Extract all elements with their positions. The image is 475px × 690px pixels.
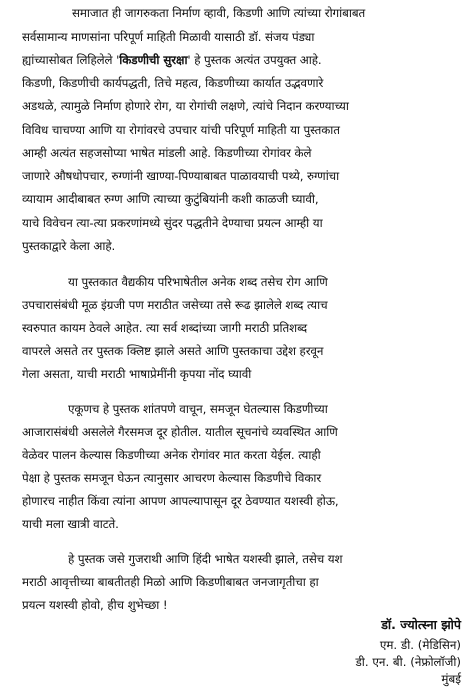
paragraph-line: वापरले असते तर पुस्तक क्लिष्ट झाले असते आणि पुस्तकाचा उद्देश हरवून <box>22 344 324 358</box>
paragraph-line: स्वरुपात कायम ठेवले आहेत. त्या सर्व शब्दांच्या जागी मराठी प्रतिशब्द <box>22 321 308 335</box>
paragraph-line: गेला असता, याची मराठी भाषाप्रेमींनी कृपया नोंद घ्यावी <box>22 367 252 381</box>
paragraph-line: याचे विवेचन त्या-त्या प्रकरणांमध्ये सुंदर पद्धतीने देण्याचा प्रयत्न आम्ही या <box>22 216 323 230</box>
paragraph-line: सर्वसामान्य माणसांना परिपूर्ण माहिती मिळावी यासाठी डॉ. संजय पंड्या <box>22 30 315 44</box>
paragraph-line: आजारासंबंधी असलेले गैरसमज दूर होतील. यातील सूचनांचे व्यवस्थित आणि <box>22 425 338 439</box>
paragraph-line: ह्यांच्यासोबत लिहिलेले 'किडणीची सुरक्षा' हे पुस्तक अत्यंत उपयुक्त आहे. <box>22 53 322 67</box>
paragraph-line: हे पुस्तक जसे गुजराथी आणि हिंदी भाषेत यशस्वी झाले, तसेच यश <box>68 552 343 566</box>
book-title: किडणीची सुरक्षा <box>119 53 188 67</box>
paragraph-line: समाजात ही जागरुकता निर्माण व्हावी, किडणी आणि त्यांच्या रोगांबाबत <box>72 6 366 20</box>
paragraph-line: होणारच नाहीत किंवा त्यांना आपण आपल्यापासून दूर ठेवण्यात यशस्वी होऊ, <box>22 494 339 508</box>
paragraph-line: पेक्षा हे पुस्तक समजून घेऊन त्यानुसार आचरण केल्यास किडणीचे विकार <box>22 471 322 485</box>
paragraph-line: किडणी, किडणीची कार्यपद्धती, तिचे महत्व, किडणीच्या कार्यात उद्भवणारे <box>22 76 324 90</box>
paragraph-line: वेळेवर पालन केल्यास किडणीच्या अनेक रोगांवर मात करता येईल. त्याही <box>22 448 321 462</box>
paragraph-line: अडथळे, त्यामुळे निर्माण होणारे रोग, या रोगांची लक्षणे, त्यांचे निदान करण्याच्या <box>22 99 349 113</box>
paragraph-line: प्रयत्न यशस्वी होवो, हीच शुभेच्छा ! <box>22 598 168 612</box>
paragraph-line: व्यायाम आदीबाबत रुग्ण आणि त्याच्या कुटुंबियांनी कशी काळजी घ्यावी, <box>22 192 319 206</box>
paragraph-line: विविध चाचण्या आणि या रोगांवरचे उपचार यांची परिपूर्ण माहिती या पुस्तकात <box>22 123 340 137</box>
paragraph-line: आम्ही अत्यंत सहजसोप्या भाषेत मांडली आहे. किडणीच्या रोगांवर केले <box>22 146 312 160</box>
signature-name: डॉ. ज्योत्स्ना झोपे <box>381 617 461 632</box>
signature-degree-1: एम. डी. (मेडिसिन) <box>379 638 461 652</box>
paragraph-line: एकूणच हे पुस्तक शांतपणे वाचून, समजून घेतल्यास किडणीच्या <box>68 402 328 416</box>
paragraph-line: जाणारे औषधोपचार, रुग्णांनी खाण्या-पिण्याबाबत पाळावयाची पथ्ये, रुग्णांचा <box>22 169 340 183</box>
paragraph-line: पुस्तकाद्वारे केला आहे. <box>22 239 116 253</box>
signature-degree-2: डी. एन. बी. (नेफ्रोलॉजी) <box>355 655 461 669</box>
paragraph-line: उपचारासंबंधी मूळ इंग्रजी पण मराठीत जसेच्या तसे रूढ झालेले शब्द त्याच <box>22 298 328 312</box>
paragraph-line: याची मला खात्री वाटते. <box>22 517 119 531</box>
paragraph-line: मराठी आवृत्तीच्या बाबतीतही मिळो आणि किडणीबाबत जनजागृतीचा हा <box>22 575 319 589</box>
paragraph-line: या पुस्तकात वैद्यकीय परिभाषेतील अनेक शब्द तसेच रोग आणि <box>68 275 328 289</box>
signature-city: मुंबई <box>441 672 461 686</box>
